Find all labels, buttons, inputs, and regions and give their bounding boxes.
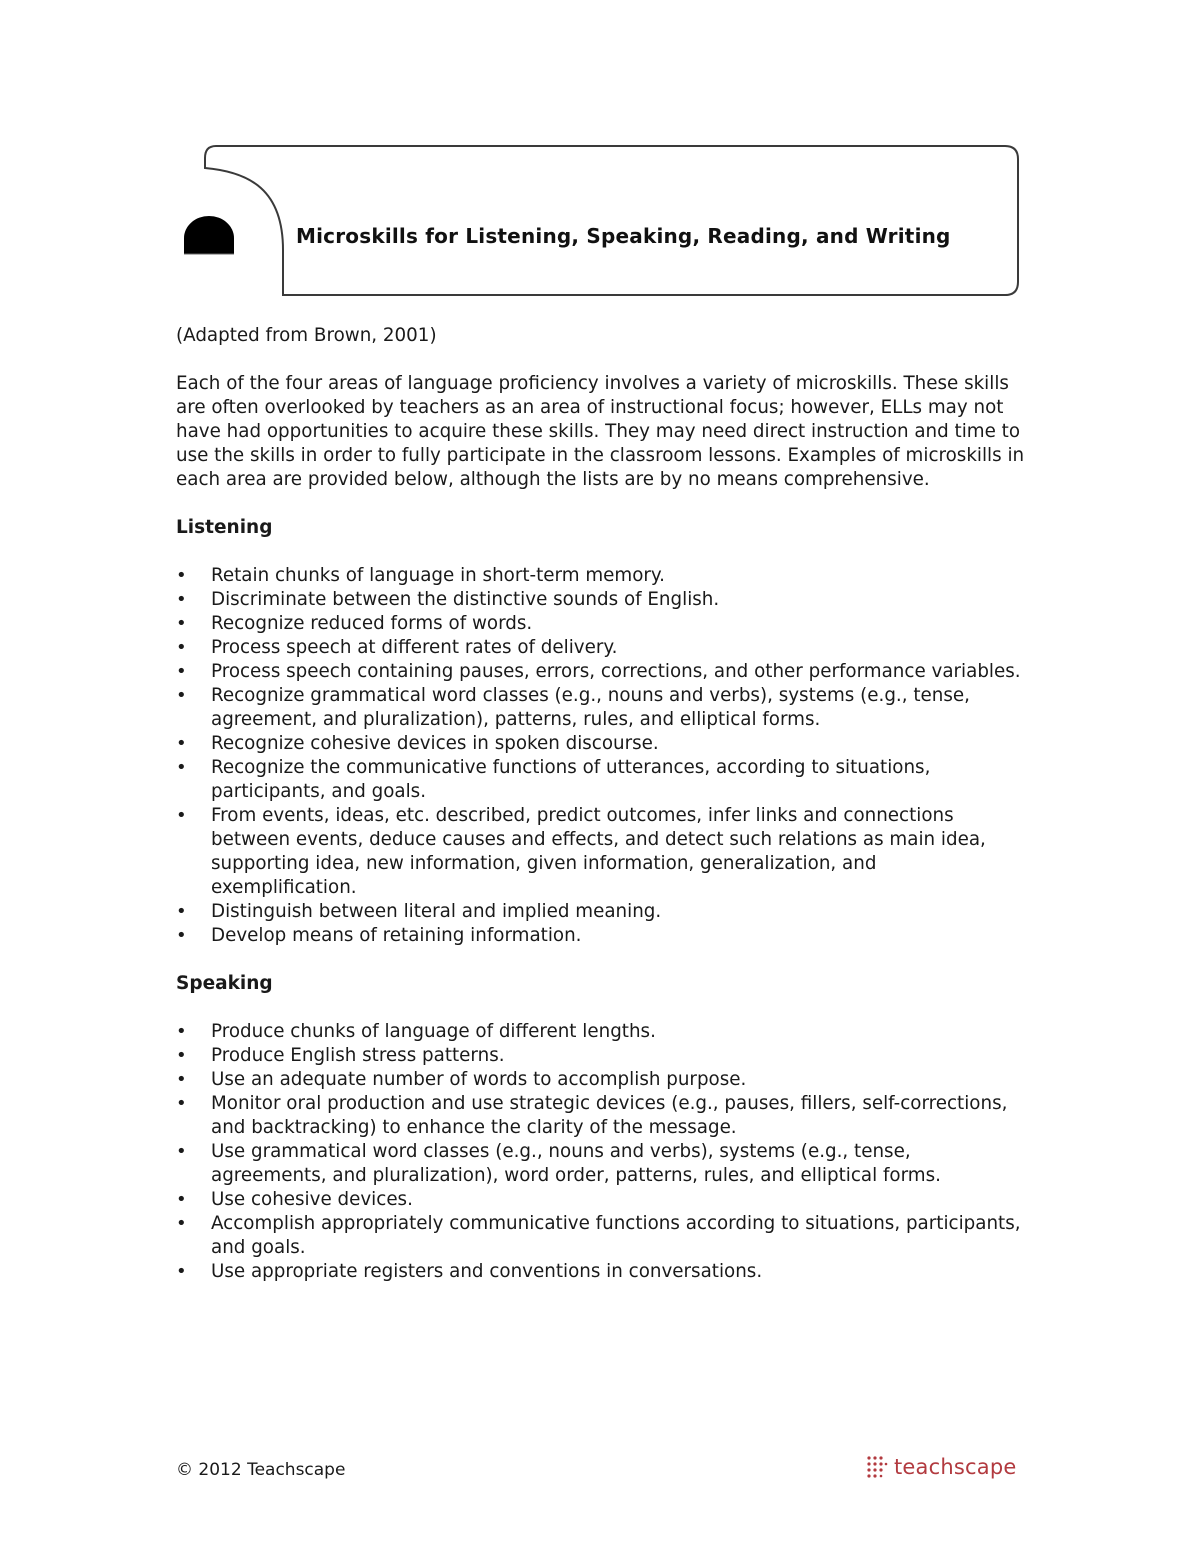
- teachscape-logo: [866, 1455, 1016, 1479]
- list-item: • Use appropriate registers and conventions in conversations.: [176, 1260, 1026, 1284]
- list-item: • Recognize the communicative functions of utterances, according to situations, participants, and goals.: [176, 756, 1026, 804]
- intro-paragraph: Each of the four areas of language proficiency involves a variety of microskills. These skills are often overlooked by teachers as an area of instructional focus; however, ELLs may not have had opportunities to acquire these skills. They may need direct instruction and time to use the skills in order to fully participate in the classroom lessons. Examples of microskills in each area are provided below, although the lists are by no means comprehensive.: [176, 373, 1025, 490]
- list-item: • Monitor oral production and use strategic devices (e.g., pauses, fillers, self-corrections, and backtracking) to enhance the clarity of the message.: [176, 1092, 1026, 1140]
- list-item: • Develop means of retaining information.: [176, 924, 1026, 948]
- logo-wordmark: teachscape: [894, 1455, 1017, 1479]
- document-body: [176, 324, 1026, 1308]
- list-item: • Process speech at different rates of delivery.: [176, 636, 1026, 660]
- title-frame-outline: [205, 146, 1018, 295]
- list-item: • Recognize grammatical word classes (e.g., nouns and verbs), systems (e.g., tense, agreement, and pluralization), patterns, rules, and elliptical forms.: [176, 684, 1026, 732]
- dot-grid-icon: [866, 1455, 888, 1479]
- list-item: • Produce English stress patterns.: [176, 1044, 1026, 1068]
- list-item: • Distinguish between literal and implied meaning.: [176, 900, 1026, 924]
- list-item: • Use cohesive devices.: [176, 1188, 1026, 1212]
- list-item: • Discriminate between the distinctive sounds of English.: [176, 588, 1026, 612]
- page-title: Microskills for Listening, Speaking, Reading, and Writing: [296, 224, 951, 248]
- section-heading-speaking: Speaking: [176, 973, 273, 994]
- list-item: • Use grammatical word classes (e.g., nouns and verbs), systems (e.g., tense, agreements, and pluralization), word order, patterns, rules, and elliptical forms.: [176, 1140, 1026, 1188]
- list-item: • Produce chunks of language of different lengths.: [176, 1020, 1026, 1044]
- speaking-list: [176, 1020, 1026, 1284]
- list-item: • From events, ideas, etc. described, predict outcomes, infer links and connections between events, deduce causes and effects, and detect such relations as main idea, supporting idea, new information, given information, generalization, and exemplification.: [176, 804, 1026, 900]
- footer-copyright: © 2012 Teachscape: [176, 1460, 346, 1480]
- half-circle-icon: [184, 216, 234, 254]
- list-item: • Recognize reduced forms of words.: [176, 612, 1026, 636]
- list-item: • Recognize cohesive devices in spoken discourse.: [176, 732, 1026, 756]
- list-item: • Process speech containing pauses, errors, corrections, and other performance variables.: [176, 660, 1026, 684]
- list-item: • Accomplish appropriately communicative functions according to situations, participants, and goals.: [176, 1212, 1026, 1260]
- list-item: • Retain chunks of language in short-term memory.: [176, 564, 1026, 588]
- attribution: (Adapted from Brown, 2001): [176, 325, 437, 346]
- list-item: • Use an adequate number of words to accomplish purpose.: [176, 1068, 1026, 1092]
- listening-list: [176, 564, 1026, 948]
- section-heading-listening: Listening: [176, 517, 273, 538]
- title-frame: [0, 0, 1200, 320]
